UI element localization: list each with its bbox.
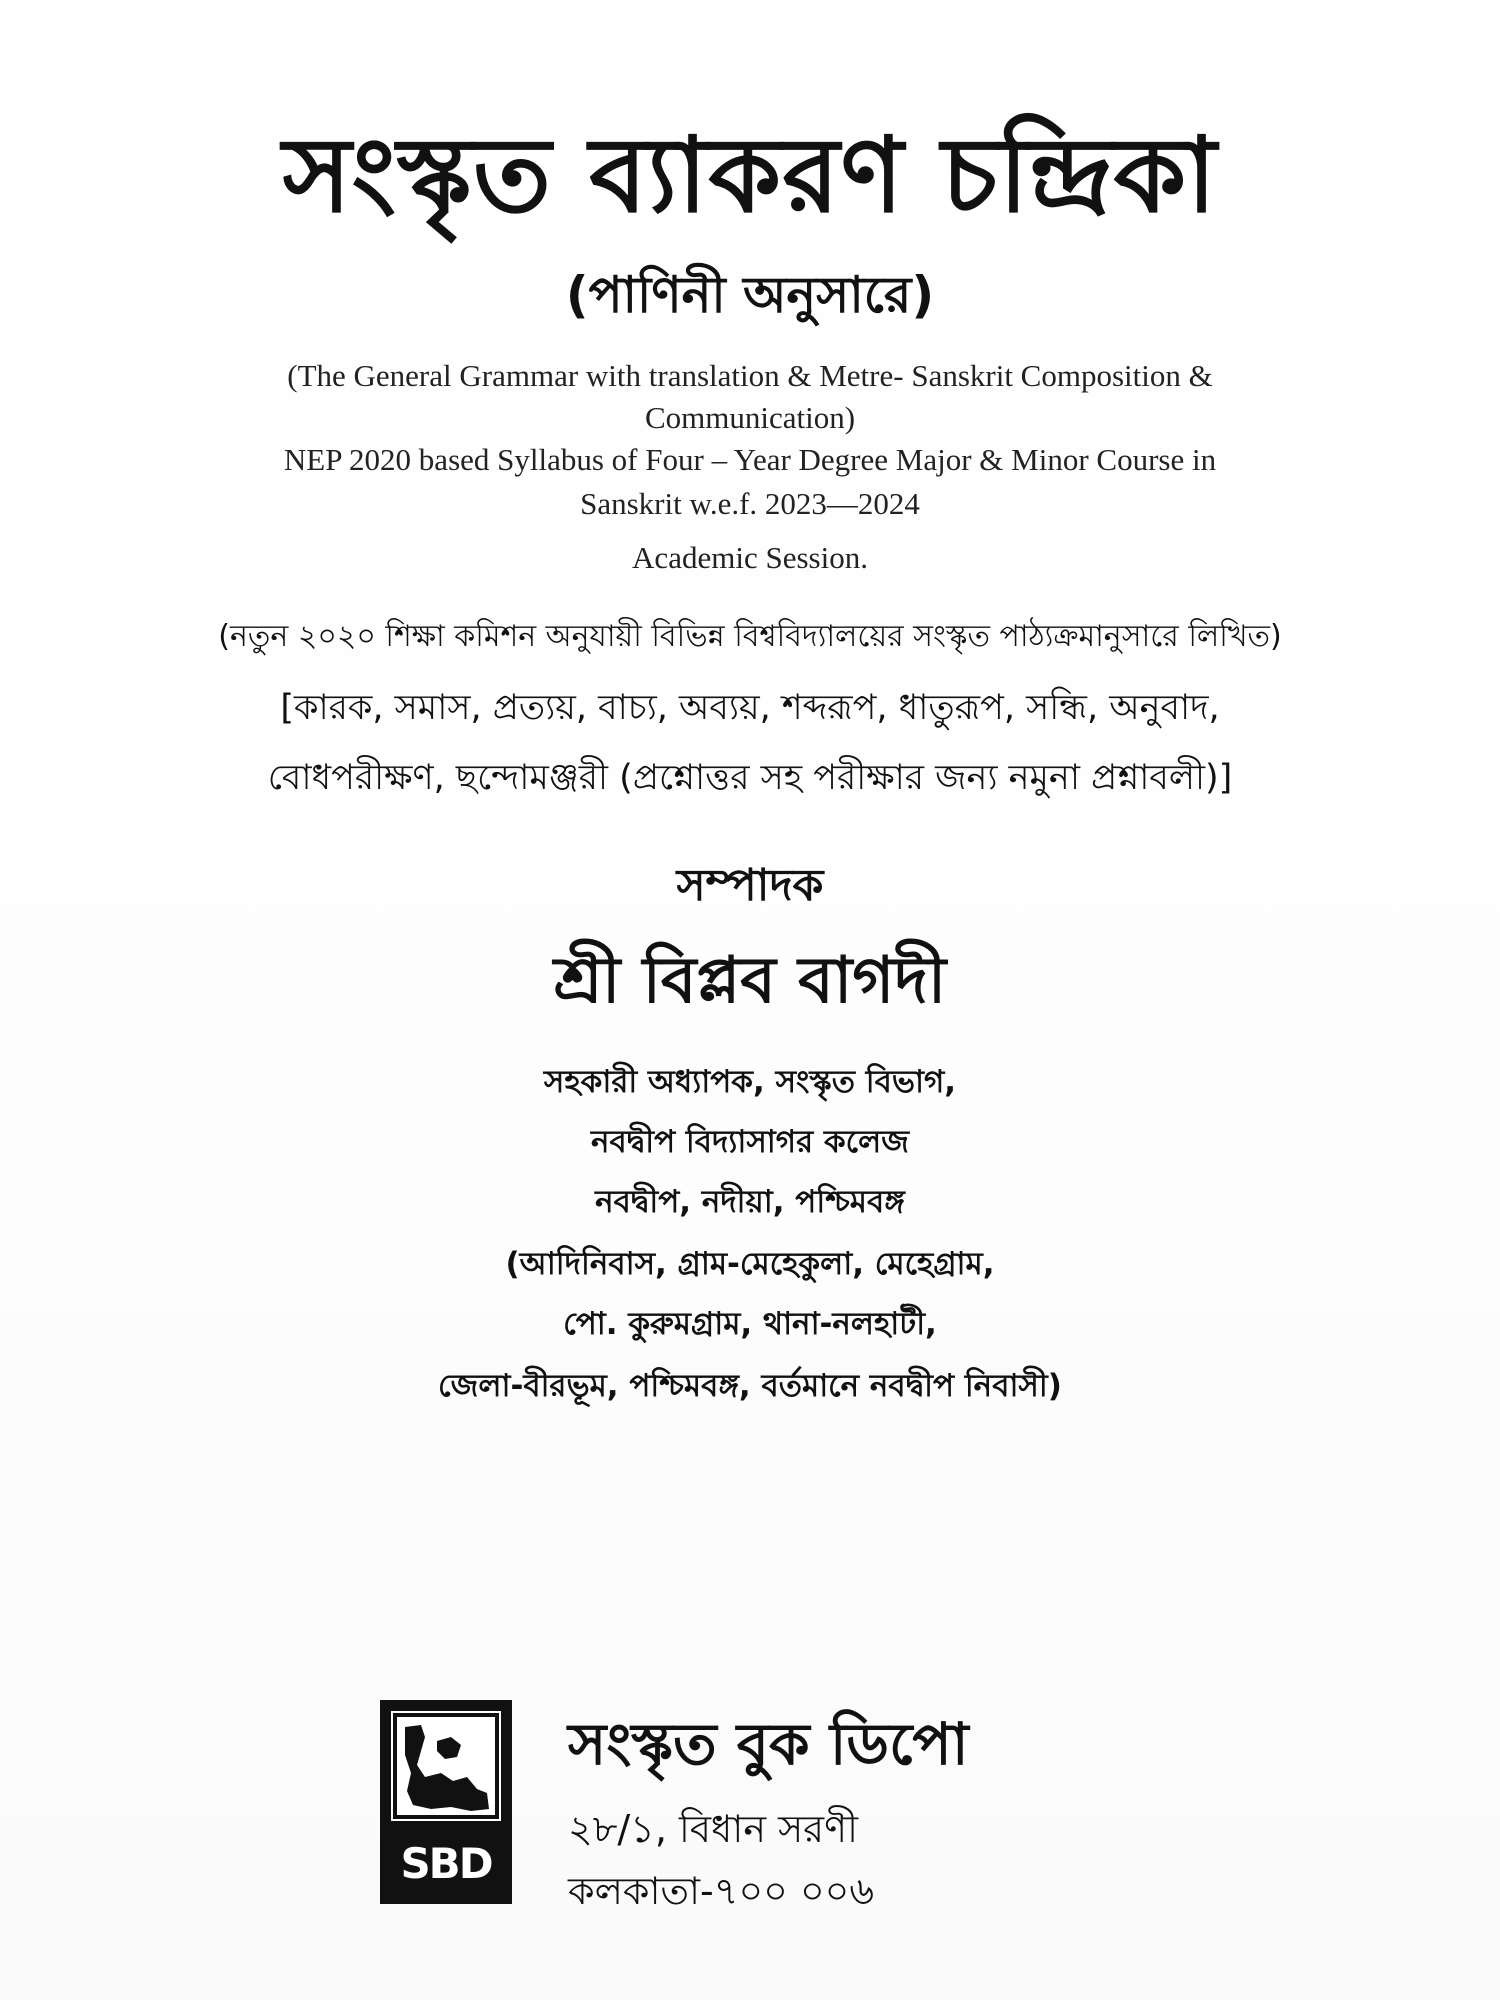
affiliation-line: নবদ্বীপ বিদ্যাসাগর কলেজ xyxy=(591,1124,909,1160)
book-subtitle: (পাণিনী অনুসারে) xyxy=(565,266,935,324)
map-icon xyxy=(391,1711,501,1821)
contents-line: [কারক, সমাস, প্রত্যয়, বাচ্য, অব্যয়, শব্দরূপ, ধাতুরূপ, সন্ধি, অনুবাদ, xyxy=(280,688,1220,728)
english-description-line: Communication) xyxy=(644,400,856,435)
publisher-name: সংস্কৃত বুক ডিপো xyxy=(568,1710,969,1778)
contents-line: বোধপরীক্ষণ, ছন্দোমঞ্জরী (প্রশ্নোত্তর সহ পরীক্ষার জন্য নমুনা প্রশ্নাবলী)] xyxy=(267,758,1233,798)
affiliation-line: (আদিনিবাস, গ্রাম-মেহেকুলা, মেহেগ্রাম, xyxy=(505,1246,995,1282)
book-title: সংস্কৃত ব্যাকরণ চন্দ্রিকা xyxy=(282,114,1218,236)
affiliation-line: পো. কুরুমগ্রাম, থানা-নলহাটী, xyxy=(563,1306,937,1342)
editor-name: শ্রী বিপ্লব বাগদী xyxy=(553,944,947,1018)
english-description-line: Sanskrit w.e.f. 2023—2024 xyxy=(580,486,920,521)
affiliation-line: জেলা-বীরভূম, পশ্চিমবঙ্গ, বর্তমানে নবদ্বীপ নিবাসী) xyxy=(438,1368,1062,1404)
affiliation-line: সহকারী অধ্যাপক, সংস্কৃত বিভাগ, xyxy=(543,1064,957,1100)
logo-text: SBD xyxy=(391,1833,501,1895)
bengali-syllabus-note: (নতুন ২০২০ শিক্ষা কমিশন অনুযায়ী বিভিন্ন বিশ্ববিদ্যালয়ের সংস্কৃত পাঠ্যক্রমানুসারে লিখিত) xyxy=(218,619,1282,654)
affiliation-line: নবদ্বীপ, নদীয়া, পশ্চিমবঙ্গ xyxy=(595,1184,905,1220)
english-description-line: (The General Grammar with translation & Metre- Sanskrit Composition & xyxy=(287,358,1213,393)
editor-label: সম্পাদক xyxy=(676,860,824,911)
english-description-line: Academic Session. xyxy=(632,540,868,575)
publisher-address-line: কলকাতা-৭০০ ০০৬ xyxy=(568,1869,875,1913)
publisher-logo xyxy=(380,1700,512,1904)
english-description-line: NEP 2020 based Syllabus of Four – Year Degree Major & Minor Course in xyxy=(283,442,1217,477)
publisher-address-line: ২৮/১, বিধান সরণী xyxy=(568,1807,858,1851)
